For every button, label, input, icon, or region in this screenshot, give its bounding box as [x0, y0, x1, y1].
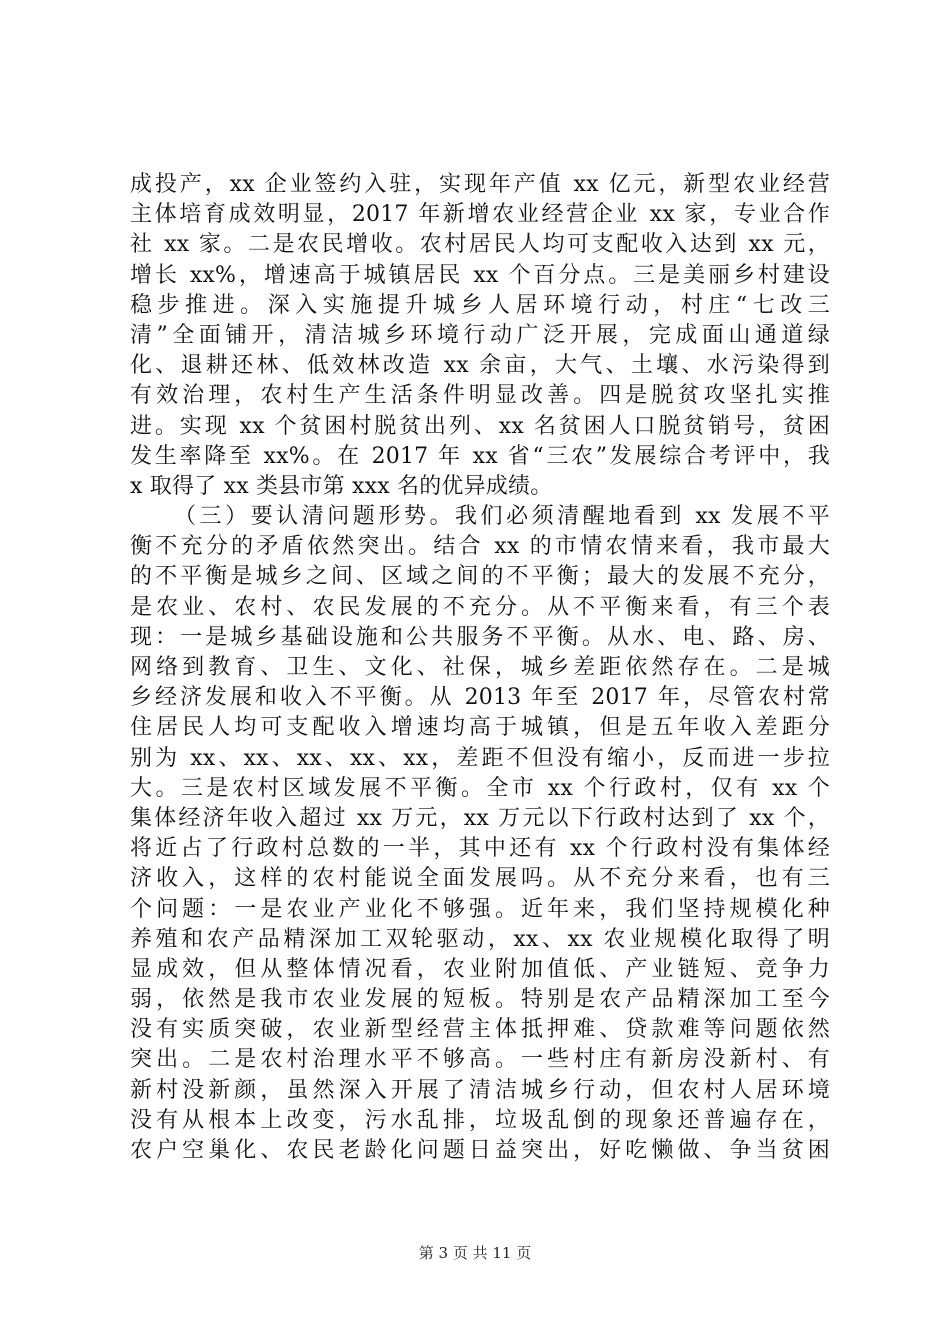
- body-text: [130, 170, 830, 1166]
- text-line: x 取得了 xx 类县市第 xxx 名的优异成绩。: [130, 473, 553, 499]
- text-line: 发生率降至 xx%。在 2017 年 xx 省“三农”发展综合考评中，我: [130, 443, 830, 469]
- text-line: 住居民人均可支配收入增速均高于城镇，但是五年收入差距分: [130, 715, 830, 741]
- text-line: 突出。二是农村治理水平不够高。一些村庄有新房没新村、有: [130, 1047, 830, 1073]
- text-line: 社 xx 家。二是农民增收。农村居民人均可支配收入达到 xx 元，: [130, 232, 830, 258]
- text-line: 集体经济年收入超过 xx 万元，xx 万元以下行政村达到了 xx 个，: [130, 805, 830, 831]
- text-line: 大。三是农村区域发展不平衡。全市 xx 个行政村，仅有 xx 个: [130, 775, 830, 801]
- text-line: 化、退耕还林、低效林改造 xx 余亩，大气、土壤、水污染得到: [130, 353, 830, 379]
- text-line: 网络到教育、卫生、文化、社保，城乡差距依然存在。二是城: [130, 655, 830, 680]
- text-line: 乡经济发展和收入不平衡。从 2013 年至 2017 年，尽管农村常: [130, 685, 830, 711]
- text-line: 将近占了行政村总数的一半，其中还有 xx 个行政村没有集体经: [130, 836, 830, 862]
- text-line: 进。实现 xx 个贫困村脱贫出列、xx 名贫困人口脱贫销号，贫困: [130, 413, 830, 439]
- text-line: 济收入，这样的农村能说全面发展吗。从不充分来看，也有三: [130, 866, 830, 892]
- section-heading-line: （三）要认清问题形势。我们必须清醒地看到 xx 发展不平: [174, 504, 830, 530]
- text-line: 弱，依然是我市农业发展的短板。特别是农产品精深加工至今: [130, 987, 830, 1013]
- text-line: 现：一是城乡基础设施和公共服务不平衡。从水、电、路、房、: [130, 624, 830, 650]
- text-line: 清”全面铺开，清洁城乡环境行动广泛开展，完成面山通道绿: [130, 322, 830, 348]
- text-line: 显成效，但从整体情况看，农业附加值低、产业链短、竞争力: [130, 956, 830, 982]
- text-line: 个问题：一是农业产业化不够强。近年来，我们坚持规模化种: [130, 896, 830, 922]
- text-line: 农户空巢化、农民老龄化问题日益突出，好吃懒做、争当贫困: [130, 1138, 830, 1163]
- text-line: 没有从根本上改变，污水乱排，垃圾乱倒的现象还普遍存在，: [130, 1107, 830, 1133]
- text-line: 养殖和农产品精深加工双轮驱动，xx、xx 农业规模化取得了明: [130, 926, 830, 952]
- text-line: 有效治理，农村生产生活条件明显改善。四是脱贫攻坚扎实推: [130, 383, 830, 409]
- page-number-footer: 第 3 页 共 11 页: [418, 1244, 532, 1262]
- text-line: 新村没新颜，虽然深入开展了清洁城乡行动，但农村人居环境: [130, 1077, 830, 1103]
- text-line: 的不平衡是城乡之间、区域之间的不平衡；最大的发展不充分，: [130, 564, 830, 590]
- text-line: 没有实质突破，农业新型经营主体抵押难、贷款难等问题依然: [130, 1017, 830, 1043]
- text-line: 成投产，xx 企业签约入驻，实现年产值 xx 亿元，新型农业经营: [130, 172, 830, 197]
- text-line: 别为 xx、xx、xx、xx、xx，差距不但没有缩小，反而进一步拉: [130, 745, 830, 771]
- text-line: 衡不充分的矛盾依然突出。结合 xx 的市情农情来看，我市最大: [130, 534, 830, 560]
- text-line: 增长 xx%，增速高于城镇居民 xx 个百分点。三是美丽乡村建设: [130, 262, 830, 288]
- text-line: 是农业、农村、农民发展的不充分。从不平衡来看，有三个表: [130, 594, 830, 620]
- text-line: 稳步推进。深入实施提升城乡人居环境行动，村庄“七改三: [130, 292, 830, 318]
- text-line: 主体培育成效明显，2017 年新增农业经营企业 xx 家，专业合作: [130, 202, 830, 228]
